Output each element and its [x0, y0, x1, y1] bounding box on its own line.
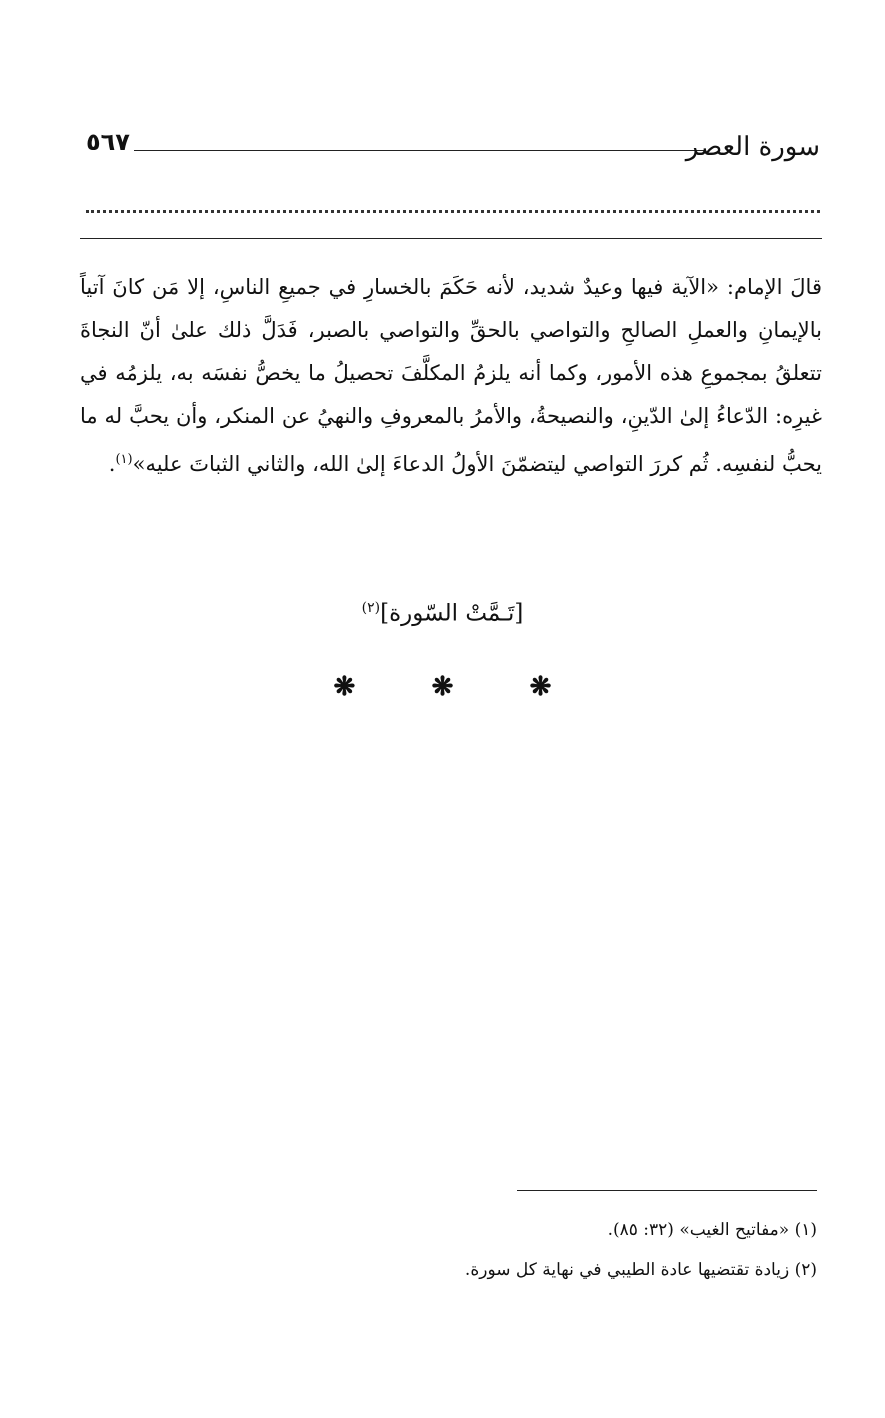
footnotes: [77, 1210, 817, 1290]
solid-divider: [80, 238, 822, 239]
page-number: ٥٦٧: [86, 128, 130, 156]
surah-closing: [0, 600, 885, 627]
dotted-divider: [86, 210, 820, 213]
star-icon: ❋: [431, 672, 454, 702]
footnote-ref-1: (١): [115, 452, 133, 467]
header-rule: [134, 150, 704, 151]
body-paragraph: [80, 266, 822, 486]
stars-ornament: [0, 672, 885, 702]
footnote-ref-2: (٢): [361, 600, 381, 616]
body-paragraph-text: قالَ الإمام: «الآية فيها وعيدٌ شديد، لأنه حَكَمَ بالخسارِ في جميعِ الناسِ، إلا مَن كانَ آتياً بالإيمانِ والعملِ الصالحِ والتواصي بالحقِّ والتواصي بالصبر، فَدَلَّ ذلك علىٰ أنّ النجاةَ تتعلقُ بمجموعِ هذه الأمور، وكما أنه يلزمُ المكلَّفَ تحصيلُ ما يخصُّ نفسَه به، يلزمُه في غيرِه: الدّعاءُ إلىٰ الدّينِ، والنصيحةُ، والأمرُ بالمعروفِ والنهيُ عن المنكر، وأن يحبَّ له ما يحبُّ لنفسِه. ثُم كررَ التواصي ليتضمّنَ الأولُ الدعاءَ إلىٰ الله، والثاني الثباتَ عليه»: [80, 275, 822, 476]
footnote-1: (١) «مفاتيح الغيب» (٣٢: ٨٥).: [607, 1220, 817, 1240]
running-head: سورة العصر: [685, 132, 820, 162]
page-header: [86, 128, 820, 168]
footnote-2: (٢) زيادة تقتضيها عادة الطيبي في نهاية كل سورة.: [464, 1260, 817, 1280]
footnote-rule: [517, 1190, 817, 1191]
surah-closing-text: [تَـمَّتْ السّورة]: [380, 600, 524, 627]
body-period: .: [108, 452, 116, 476]
star-icon: ❋: [333, 672, 356, 702]
star-icon: ❋: [529, 672, 552, 702]
